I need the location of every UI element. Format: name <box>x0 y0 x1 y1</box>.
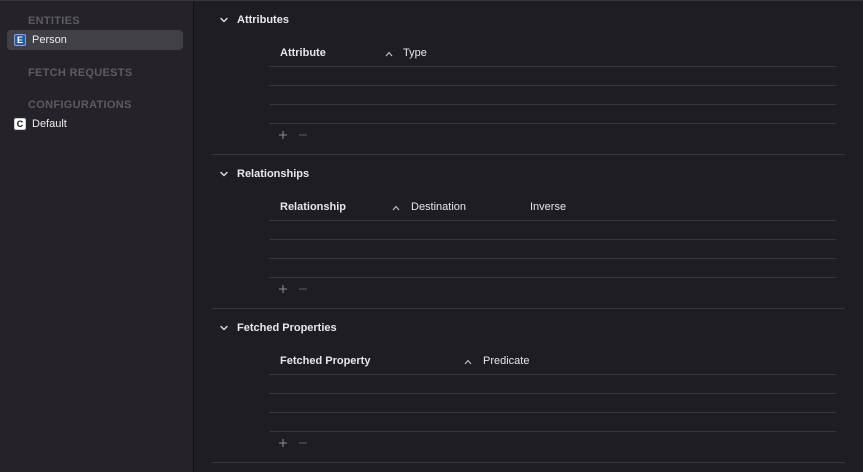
minus-icon <box>298 130 308 140</box>
sort-ascending-icon <box>464 359 472 365</box>
relationships-section <box>212 155 845 310</box>
column-header-destination[interactable]: Destination <box>411 201 467 213</box>
configurations-header: CONFIGURATIONS <box>28 99 132 111</box>
minus-icon <box>298 438 308 448</box>
sidebar-item-default[interactable] <box>7 114 183 134</box>
add-relationship-button[interactable] <box>276 282 290 296</box>
entity-editor <box>194 1 863 472</box>
minus-icon <box>298 284 308 294</box>
table-row-divider <box>269 66 836 67</box>
table-row-divider <box>269 431 836 432</box>
table-row-divider <box>269 104 836 105</box>
section-title[interactable]: Fetched Properties <box>237 322 337 334</box>
remove-relationship-button[interactable] <box>296 282 310 296</box>
attributes-section <box>212 1 845 156</box>
section-divider <box>212 462 845 463</box>
column-header-fetched-property[interactable]: Fetched Property <box>280 355 371 367</box>
column-header-inverse[interactable]: Inverse <box>530 201 567 213</box>
table-row-divider <box>269 412 836 413</box>
sort-ascending-icon <box>385 51 393 57</box>
sidebar-item-label: Person <box>32 34 67 46</box>
table-row-divider <box>269 393 836 394</box>
column-header-type[interactable]: Type <box>403 47 427 59</box>
column-header-relationship[interactable]: Relationship <box>280 201 347 213</box>
remove-fetched-property-button[interactable] <box>296 436 310 450</box>
column-header-attribute[interactable]: Attribute <box>280 47 326 59</box>
sidebar-item-label: Default <box>32 118 67 130</box>
column-header-predicate[interactable]: Predicate <box>483 355 530 367</box>
sort-ascending-icon <box>392 205 400 211</box>
section-title[interactable]: Attributes <box>237 14 289 26</box>
plus-icon <box>278 284 288 294</box>
chevron-down-icon[interactable] <box>219 15 229 25</box>
add-attribute-button[interactable] <box>276 128 290 142</box>
table-row-divider <box>269 239 836 240</box>
table-row-divider <box>269 220 836 221</box>
sidebar-item-person[interactable] <box>7 30 183 50</box>
entity-sidebar <box>0 1 194 472</box>
table-row-divider <box>269 374 836 375</box>
table-row-divider <box>269 277 836 278</box>
entity-badge-icon: E <box>14 34 26 46</box>
section-title[interactable]: Relationships <box>237 168 310 180</box>
chevron-down-icon[interactable] <box>219 169 229 179</box>
table-row-divider <box>269 85 836 86</box>
table-row-divider <box>269 258 836 259</box>
fetch-requests-header: FETCH REQUESTS <box>28 67 133 79</box>
chevron-down-icon[interactable] <box>219 323 229 333</box>
add-fetched-property-button[interactable] <box>276 436 290 450</box>
remove-attribute-button[interactable] <box>296 128 310 142</box>
fetched-properties-section <box>212 309 845 464</box>
plus-icon <box>278 130 288 140</box>
plus-icon <box>278 438 288 448</box>
table-row-divider <box>269 123 836 124</box>
configuration-badge-icon: C <box>14 118 26 130</box>
entities-header: ENTITIES <box>28 15 80 27</box>
